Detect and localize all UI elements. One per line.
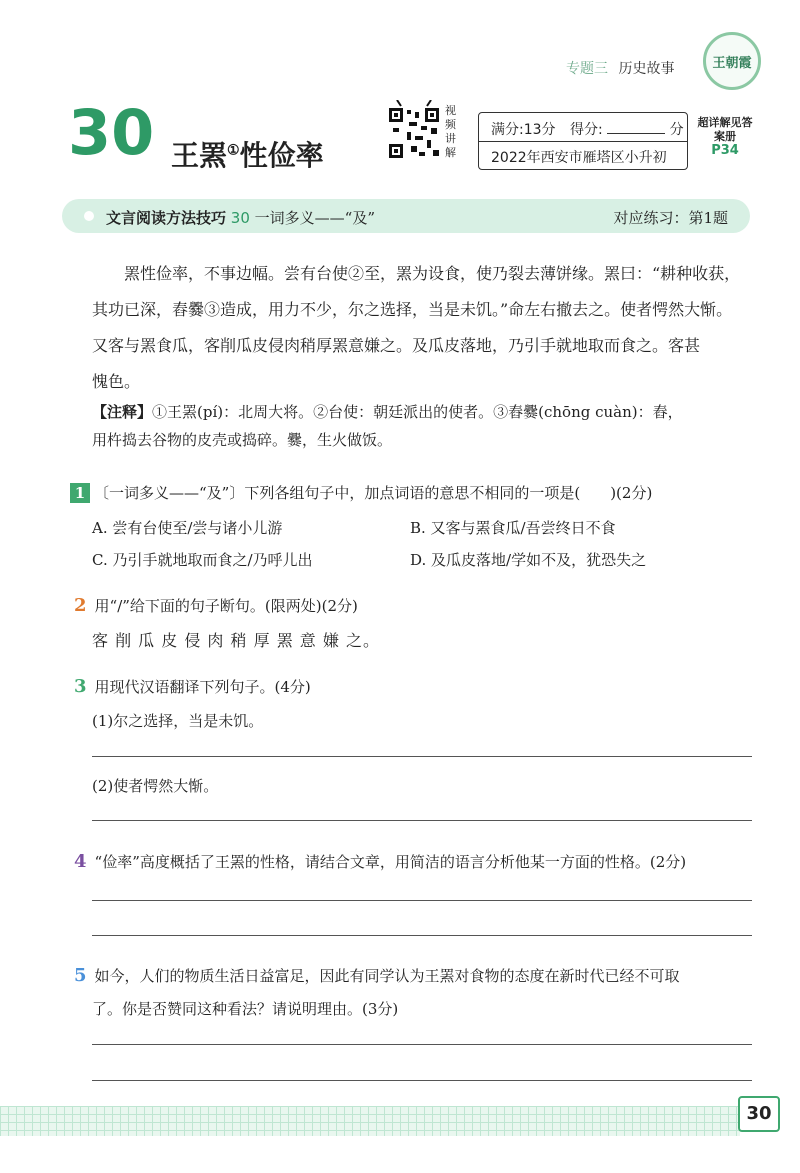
- option-b[interactable]: B. 又客与罴食瓜/吾尝终日不食: [410, 519, 616, 537]
- qr-code-icon[interactable]: [387, 100, 441, 160]
- score-box: [478, 112, 688, 170]
- question-1: [70, 482, 760, 503]
- option-c[interactable]: C. 乃引手就地取而食之/乃呼儿出: [92, 551, 313, 569]
- method-tip: [106, 207, 375, 228]
- question-tag: 〔一词多义——“及”〕: [94, 484, 245, 502]
- brand-logo: [703, 32, 761, 90]
- question-text: 如今，人们的物质生活日益富足，因此有同学认为王罴对食物的态度在新时代已经不可取: [94, 967, 680, 985]
- lesson-title-note: ①: [227, 142, 240, 159]
- bullet-dot-icon: [84, 211, 94, 221]
- score-divider: [479, 141, 687, 142]
- passage-line: 又客与罴食瓜，客削瓜皮侵肉稍厚罴意嫌之。及瓜皮落地，乃引手就地取而食之。客甚: [92, 336, 701, 355]
- got-score-blank[interactable]: [607, 119, 665, 134]
- question-number: 5: [74, 965, 87, 986]
- question-4: [74, 851, 764, 872]
- answer-page: P34: [711, 143, 739, 158]
- lesson-title: [171, 134, 324, 174]
- option-d[interactable]: D. 及瓜皮落地/学如不及，犹恐失之: [410, 551, 647, 569]
- question-2: [74, 595, 358, 616]
- passage-line: 罴性俭率，不事边幅。尝有台使②至，罴为设食，使乃裂去薄饼缘。罴曰：“耕种收获，: [124, 264, 741, 283]
- annotations: [92, 398, 752, 454]
- notes-line: ①王罴(pí)：北周大将。②台使：朝廷派出的使者。③舂爨(chōng cuàn)：舂，: [152, 403, 683, 421]
- question-text: 用现代汉语翻译下列句子。(4分): [94, 678, 311, 696]
- lesson-title-part-a: 王罴: [171, 139, 228, 172]
- question-text: 下列各组句子中，加点词语的意思不相同的一项是( )(2分): [244, 484, 653, 502]
- answer-line[interactable]: [92, 900, 752, 901]
- passage-line: 愧色。: [92, 372, 141, 391]
- answer-line[interactable]: [92, 1080, 752, 1081]
- question-text: “俭率”高度概括了王罴的性格，请结合文章，用简洁的语言分析他某一方面的性格。(2分): [94, 853, 687, 871]
- topic-prefix: 专题三: [566, 61, 608, 77]
- question-5: [74, 965, 764, 986]
- option-a[interactable]: A. 尝有台使至/尝与诸小儿游: [92, 519, 283, 537]
- sentence-to-segment[interactable]: 客 削 瓜 皮 侵 肉 稍 厚 罴 意 嫌 之。: [92, 631, 380, 650]
- practice-ref: 对应练习：第1题: [613, 209, 728, 227]
- brand-text: 王朝霞: [712, 55, 752, 71]
- question-3: [74, 676, 311, 697]
- method-tip-title: 文言阅读方法技巧: [106, 209, 227, 227]
- page-number: 30: [738, 1096, 780, 1132]
- answer-line[interactable]: [92, 1044, 752, 1045]
- question-number: 4: [74, 851, 87, 872]
- exam-source: 2022年西安市雁塔区小升初: [491, 150, 667, 166]
- footer-grid: [0, 1106, 740, 1136]
- topic-label: [566, 58, 674, 78]
- answer-line[interactable]: [92, 756, 752, 757]
- notes-line: 用杵捣去谷物的皮壳或捣碎。爨，生火做饭。: [92, 431, 393, 449]
- qr-label: 视频讲解: [445, 104, 456, 159]
- method-tip-bar: [62, 199, 750, 233]
- topic-name: 历史故事: [618, 61, 675, 77]
- lesson-title-part-b: 性俭率: [239, 139, 324, 172]
- question-text: 用“/”给下面的句子断句。(限两处)(2分): [94, 597, 358, 615]
- score-row: [491, 119, 684, 139]
- translate-item-1: (1)尔之选择，当是未饥。: [92, 712, 264, 730]
- full-score: 满分:13分: [491, 122, 556, 138]
- answer-reference: [697, 116, 753, 158]
- answer-tag: 超详解见答案册: [697, 116, 753, 143]
- answer-line[interactable]: [92, 935, 752, 936]
- notes-label: 【注释】: [92, 403, 153, 421]
- question-5-cont: 了。你是否赞同这种看法？请说明理由。(3分): [92, 1000, 399, 1018]
- lesson-number: 30: [68, 96, 155, 169]
- classical-passage: [92, 256, 752, 400]
- score-unit: 分: [669, 122, 684, 138]
- translate-item-2: (2)使者愕然大惭。: [92, 777, 219, 795]
- question-number: 3: [74, 676, 87, 697]
- passage-line: 其功已深，舂爨③造成，用力不少，尔之选择，当是未饥。”命左右撤去之。使者愕然大惭。: [92, 300, 733, 319]
- method-tip-sub: 一词多义——“及”: [254, 209, 376, 227]
- question-number: 1: [70, 483, 90, 503]
- method-tip-number: 30: [230, 209, 250, 227]
- question-number: 2: [74, 595, 87, 616]
- answer-line[interactable]: [92, 820, 752, 821]
- got-score-label: 得分:: [569, 122, 603, 138]
